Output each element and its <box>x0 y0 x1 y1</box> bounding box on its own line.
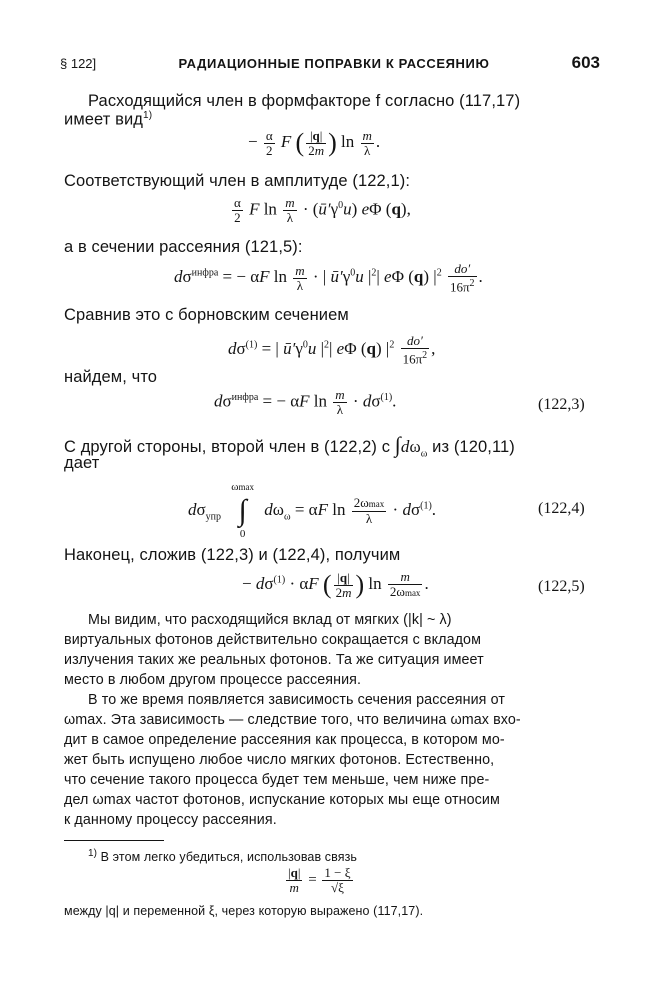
body-line: жет быть испущено любое число мягких фотонов. Естественно, <box>64 752 495 768</box>
body-line: а в сечении рассеяния (121,5): <box>64 238 303 256</box>
page-number: 603 <box>571 53 600 72</box>
body-line: к данному процессу рассеяния. <box>64 812 277 828</box>
body-line: Расходящийся член в формфакторе f согласно (117,17) <box>88 92 521 110</box>
body-line: излучения таких же реальных фотонов. Та же ситуация имеет <box>64 652 484 668</box>
body-line: дел ωmax частот фотонов, испускание которых мы еще относим <box>64 792 500 808</box>
body-text: имеет вид <box>64 110 144 129</box>
body-line: что сечение такого процесса будет тем меньше, чем ниже пре- <box>64 772 490 788</box>
footnote-text: В этом легко убедиться, использовав связь <box>100 850 358 865</box>
body-line: В то же время появляется зависимость сечения рассеяния от <box>88 692 505 708</box>
body-line: Наконец, сложив (122,3) и (122,4), получим <box>64 546 401 564</box>
equation-amplitude: $\frac{\alpha}{2}$ F ln $\frac{m}{\lambda}$ · $(ū'\gamma^0u)$ eΦ (q), <box>234 195 411 225</box>
body-line: Соответствующий член в амплитуде (122,1): <box>64 172 411 190</box>
body-line <box>64 432 515 459</box>
body-line: виртуальных фотонов действительно сокращается с вкладом <box>64 632 482 648</box>
footnote-mark: 1) <box>88 848 98 859</box>
equation-cross-section-infra: $d\sigma^{инфра}$ = − αF ln $\frac{m}{\lambda}$ · | $ū'\gamma^0u$ $|^2|$ eΦ (q) $|^2$ $\frac{do'}{16\pi^2}$ . <box>174 261 483 295</box>
body-text: С другой стороны, второй член в (122,2) с <box>64 438 391 456</box>
equation-122-5: − $d\sigma^{(1)} \cdot \alpha F$ ( $\frac{|q|}{2m}$ ) ln $\frac{m}{2\omega\max}$ . <box>242 569 429 600</box>
footnote-line: между |q| и переменной ξ, через которую выражено (117,17). <box>64 904 424 918</box>
equation-number: (122,5) <box>538 578 585 595</box>
footnote-rule <box>64 840 164 841</box>
running-title: РАДИАЦИОННЫЕ ПОПРАВКИ К РАССЕЯНИЮ <box>178 56 490 71</box>
section-label: § 122] <box>60 56 97 71</box>
inline-integral: $\int d\omega_\omega$ <box>394 432 428 460</box>
equation-born: $d\sigma^{(1)}$ = | $ū'\gamma^0u$ $|^2|$ eΦ (q) $|^2$ $\frac{do'}{16\pi^2}$ , <box>228 333 436 367</box>
body-text: из (120,11) <box>432 438 515 456</box>
body-line: дит в самое определение рассеяния как процесса, в котором мо- <box>64 732 505 748</box>
body-line <box>64 110 152 130</box>
body-line: место в любом другом процессе рассеяния. <box>64 672 362 688</box>
equation-number: (122,3) <box>538 396 585 413</box>
body-line: найдем, что <box>64 368 158 386</box>
body-line: ωmax. Эта зависимость — следствие того, что величина ωmax вхо- <box>64 712 521 728</box>
body-line: Сравнив это с борновским сечением <box>64 306 349 324</box>
equation-number: (122,4) <box>538 500 585 517</box>
footnote-line <box>88 848 357 864</box>
footnote-ref: 1) <box>143 110 153 121</box>
equation-formfactor: − $\frac{\alpha}{2}$ F ( $\frac{|q|}{2m}$ ) ln $\frac{m}{\lambda}$ . <box>248 127 381 158</box>
equation-122-3: $d\sigma^{инфра}$ = − αF ln $\frac{m}{\lambda}$ · $d\sigma^{(1)}$. <box>214 387 397 417</box>
equation-122-4: $d\sigma_{упр}$ ωmax ∫ 0 $d\omega_\omega = \alpha F$ ln $\frac{2\omega\max}{\lambda}$ · $d\sigma^{(1)}$. <box>188 481 437 540</box>
body-line: Мы видим, что расходящийся вклад от мягких (|k| ~ λ) <box>88 612 452 628</box>
body-line: дает <box>64 454 100 472</box>
footnote-equation: $\frac{|q|}{m}$ = $\frac{1 - \xi}{√\xi}$ <box>288 865 351 895</box>
